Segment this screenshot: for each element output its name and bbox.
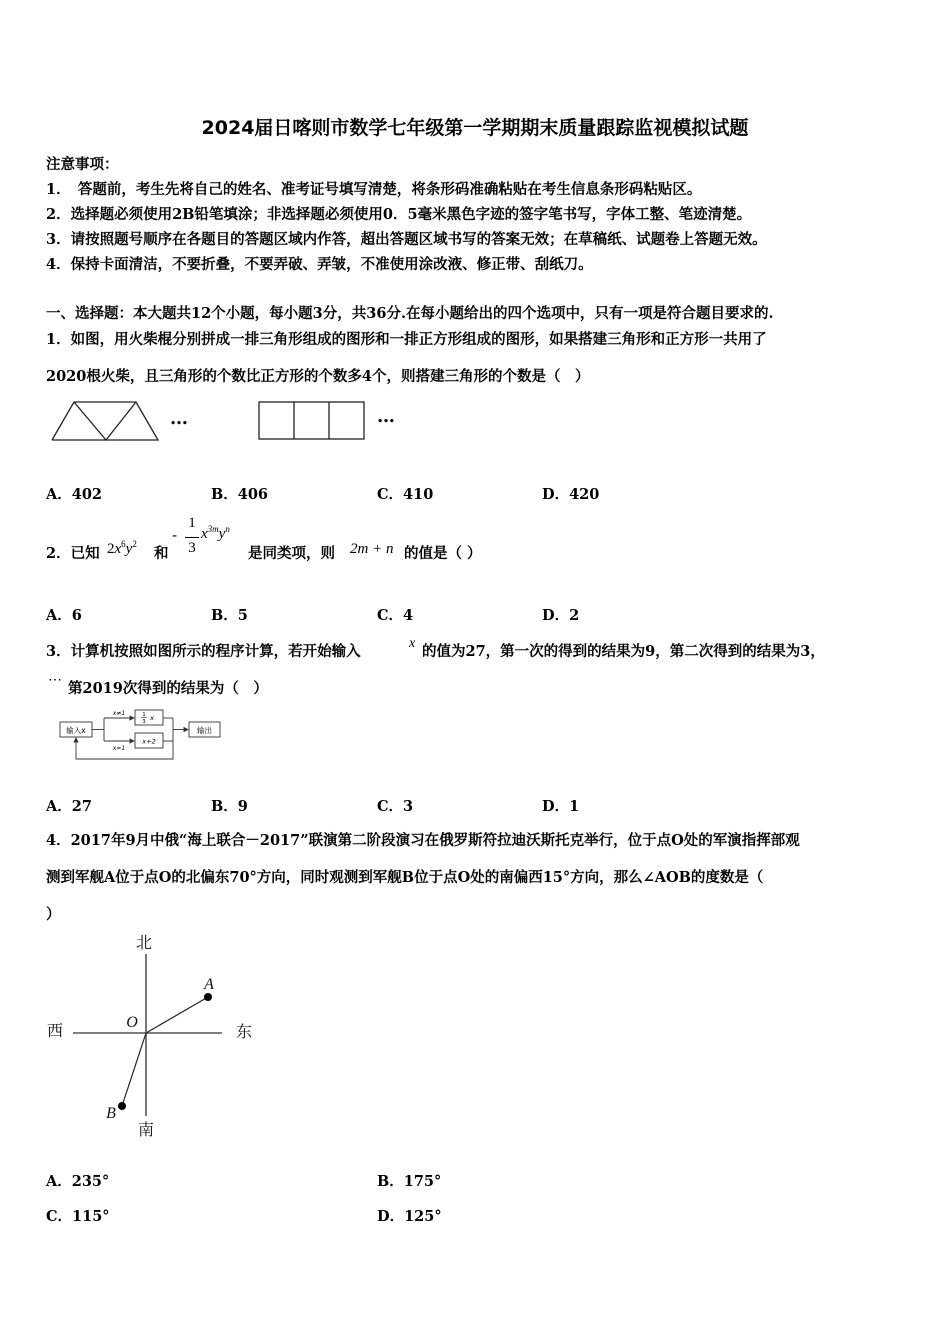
q3-flow-box1-var: x (150, 714, 154, 722)
q2-term2-x: x (201, 526, 208, 542)
notice-item-4: 4．保持卡面清洁，不要折叠，不要弄破、弄皱，不准使用涂改液、修正带、刮纸刀。 (46, 256, 593, 273)
q3-flowchart (58, 704, 226, 764)
q4-option-b[interactable]: B．175° (377, 1173, 442, 1190)
q4-option-a[interactable]: A．235° (46, 1173, 110, 1190)
notice-item-2: 2．选择题必须使用2B铅笔填涂；非选择题必须使用0．5毫米黑色字迹的签字笔书写，字体工整、笔迹清楚。 (46, 206, 752, 223)
q2-option-d[interactable]: D．2 (542, 607, 580, 624)
q2-and: 和 (154, 545, 169, 562)
q4-compass-diagram (40, 926, 270, 1141)
q2-minus: - (172, 526, 178, 544)
q1-square-figure (256, 398, 370, 444)
q3-flow-box2: x+2 (142, 737, 156, 746)
q2-frac-num: 1 (188, 515, 196, 531)
q2-frac-bar (185, 537, 199, 538)
q2-term2 (201, 524, 230, 543)
q2-term1-xexp: 6 (121, 539, 126, 549)
q4-label-east: 东 (235, 1022, 253, 1041)
q3-flow-cond2: x=1 (112, 745, 126, 752)
q3-var: x (409, 636, 416, 651)
q4-stem-line3: ） (46, 906, 61, 923)
q2-option-b[interactable]: B．5 (211, 607, 248, 624)
q2-suffix: 的值是（ ） (404, 545, 482, 562)
q1-option-d[interactable]: D．420 (542, 486, 600, 503)
q3-flow-box1-num: 1 (142, 712, 146, 718)
q1-stem-line1: 1．如图，用火柴棍分别拼成一排三角形组成的图形和一排正方形组成的图形，如果搭建三角形和正方形一共用了 (46, 331, 767, 348)
q3-option-d[interactable]: D．1 (542, 798, 580, 815)
q2-term1-yexp: 2 (132, 539, 137, 549)
q2-middle: 是同类项，则 (248, 545, 335, 562)
q3-option-a[interactable]: A．27 (46, 798, 92, 815)
q2-term1-coef: 2 (107, 541, 115, 557)
q3-flow-box1-den: 3 (142, 719, 146, 725)
q1-option-b[interactable]: B．406 (211, 486, 269, 503)
q4-label-south: 南 (137, 1120, 155, 1139)
q2-term2-y: y (218, 526, 226, 542)
section-heading: 一、选择题：本大题共12个小题，每小题3分，共36分.在每小题给出的四个选项中，只有一项是符合题目要求的. (46, 305, 774, 322)
q2-term1 (107, 539, 137, 558)
notice-heading: 注意事项： (46, 156, 119, 173)
q4-stem-line1: 4．2017年9月中俄“海上联合－2017”联演第二阶段演习在俄罗斯符拉迪沃斯托克举行，位于点O处的军演指挥部观 (46, 832, 800, 849)
q2-option-a[interactable]: A．6 (46, 607, 82, 624)
notice-item-3: 3．请按照题号顺序在各题目的答题区域内作答，超出答题区域书写的答案无效；在草稿纸、试题卷上答题无效。 (46, 231, 767, 248)
q2-term1-x: x (114, 541, 122, 557)
q3-flow-cond1: x≠1 (112, 710, 126, 717)
q2-expr: 2m + n (350, 541, 394, 557)
q4-label-o: O (126, 1014, 138, 1031)
page-title: 2024届日喀则市数学七年级第一学期期末质量跟踪监视模拟试题 (201, 117, 749, 139)
q2-option-c[interactable]: C．4 (377, 607, 414, 624)
q3-flow-input: 输入x (66, 726, 86, 735)
q1-option-a[interactable]: A．402 (46, 486, 103, 503)
q1-triangle-ellipsis: … (170, 408, 188, 429)
q3-stem-line1a: 3．计算机按照如图所示的程序计算，若开始输入 (46, 643, 361, 660)
q3-option-b[interactable]: B．9 (211, 798, 248, 815)
q2-term2-xexp: 3m (207, 524, 219, 534)
q1-square-ellipsis: … (377, 406, 395, 427)
q2-prefix: 2．已知 (46, 545, 100, 562)
q4-stem-line2: 测到军舰A位于点O的北偏东70°方向，同时观测到军舰B位于点O处的南偏西15°方向，那么∠AOB的度数是（ (46, 869, 764, 886)
q4-option-d[interactable]: D．125° (377, 1208, 442, 1225)
q4-option-c[interactable]: C．115° (46, 1208, 110, 1225)
q2-frac-den: 3 (188, 540, 196, 556)
q1-stem-line2: 2020根火柴，且三角形的个数比正方形的个数多4个，则搭建三角形的个数是（ ） (46, 368, 590, 385)
q3-flow-output: 输出 (197, 726, 212, 735)
q3-ellipsis: ⋯ (48, 672, 62, 688)
notice-item-1: 1． 答题前，考生先将自己的姓名、准考证号填写清楚，将条形码准确粘贴在考生信息条形码粘贴区。 (46, 181, 702, 198)
q3-option-c[interactable]: C．3 (377, 798, 414, 815)
q1-triangle-figure (46, 396, 176, 446)
q4-label-b: B (106, 1105, 116, 1122)
q2-term1-y: y (125, 541, 133, 557)
q1-option-c[interactable]: C．410 (377, 486, 434, 503)
q2-term2-yexp: n (225, 524, 230, 534)
q4-label-west: 西 (46, 1021, 64, 1040)
q4-label-north: 北 (135, 933, 153, 952)
q3-stem-line1b: 的值为27，第一次的得到的结果为9，第二次得到的结果为3， (422, 643, 825, 660)
q3-stem-line2: 第2019次得到的结果为（ ） (68, 680, 268, 697)
q4-label-a: A (204, 976, 214, 993)
